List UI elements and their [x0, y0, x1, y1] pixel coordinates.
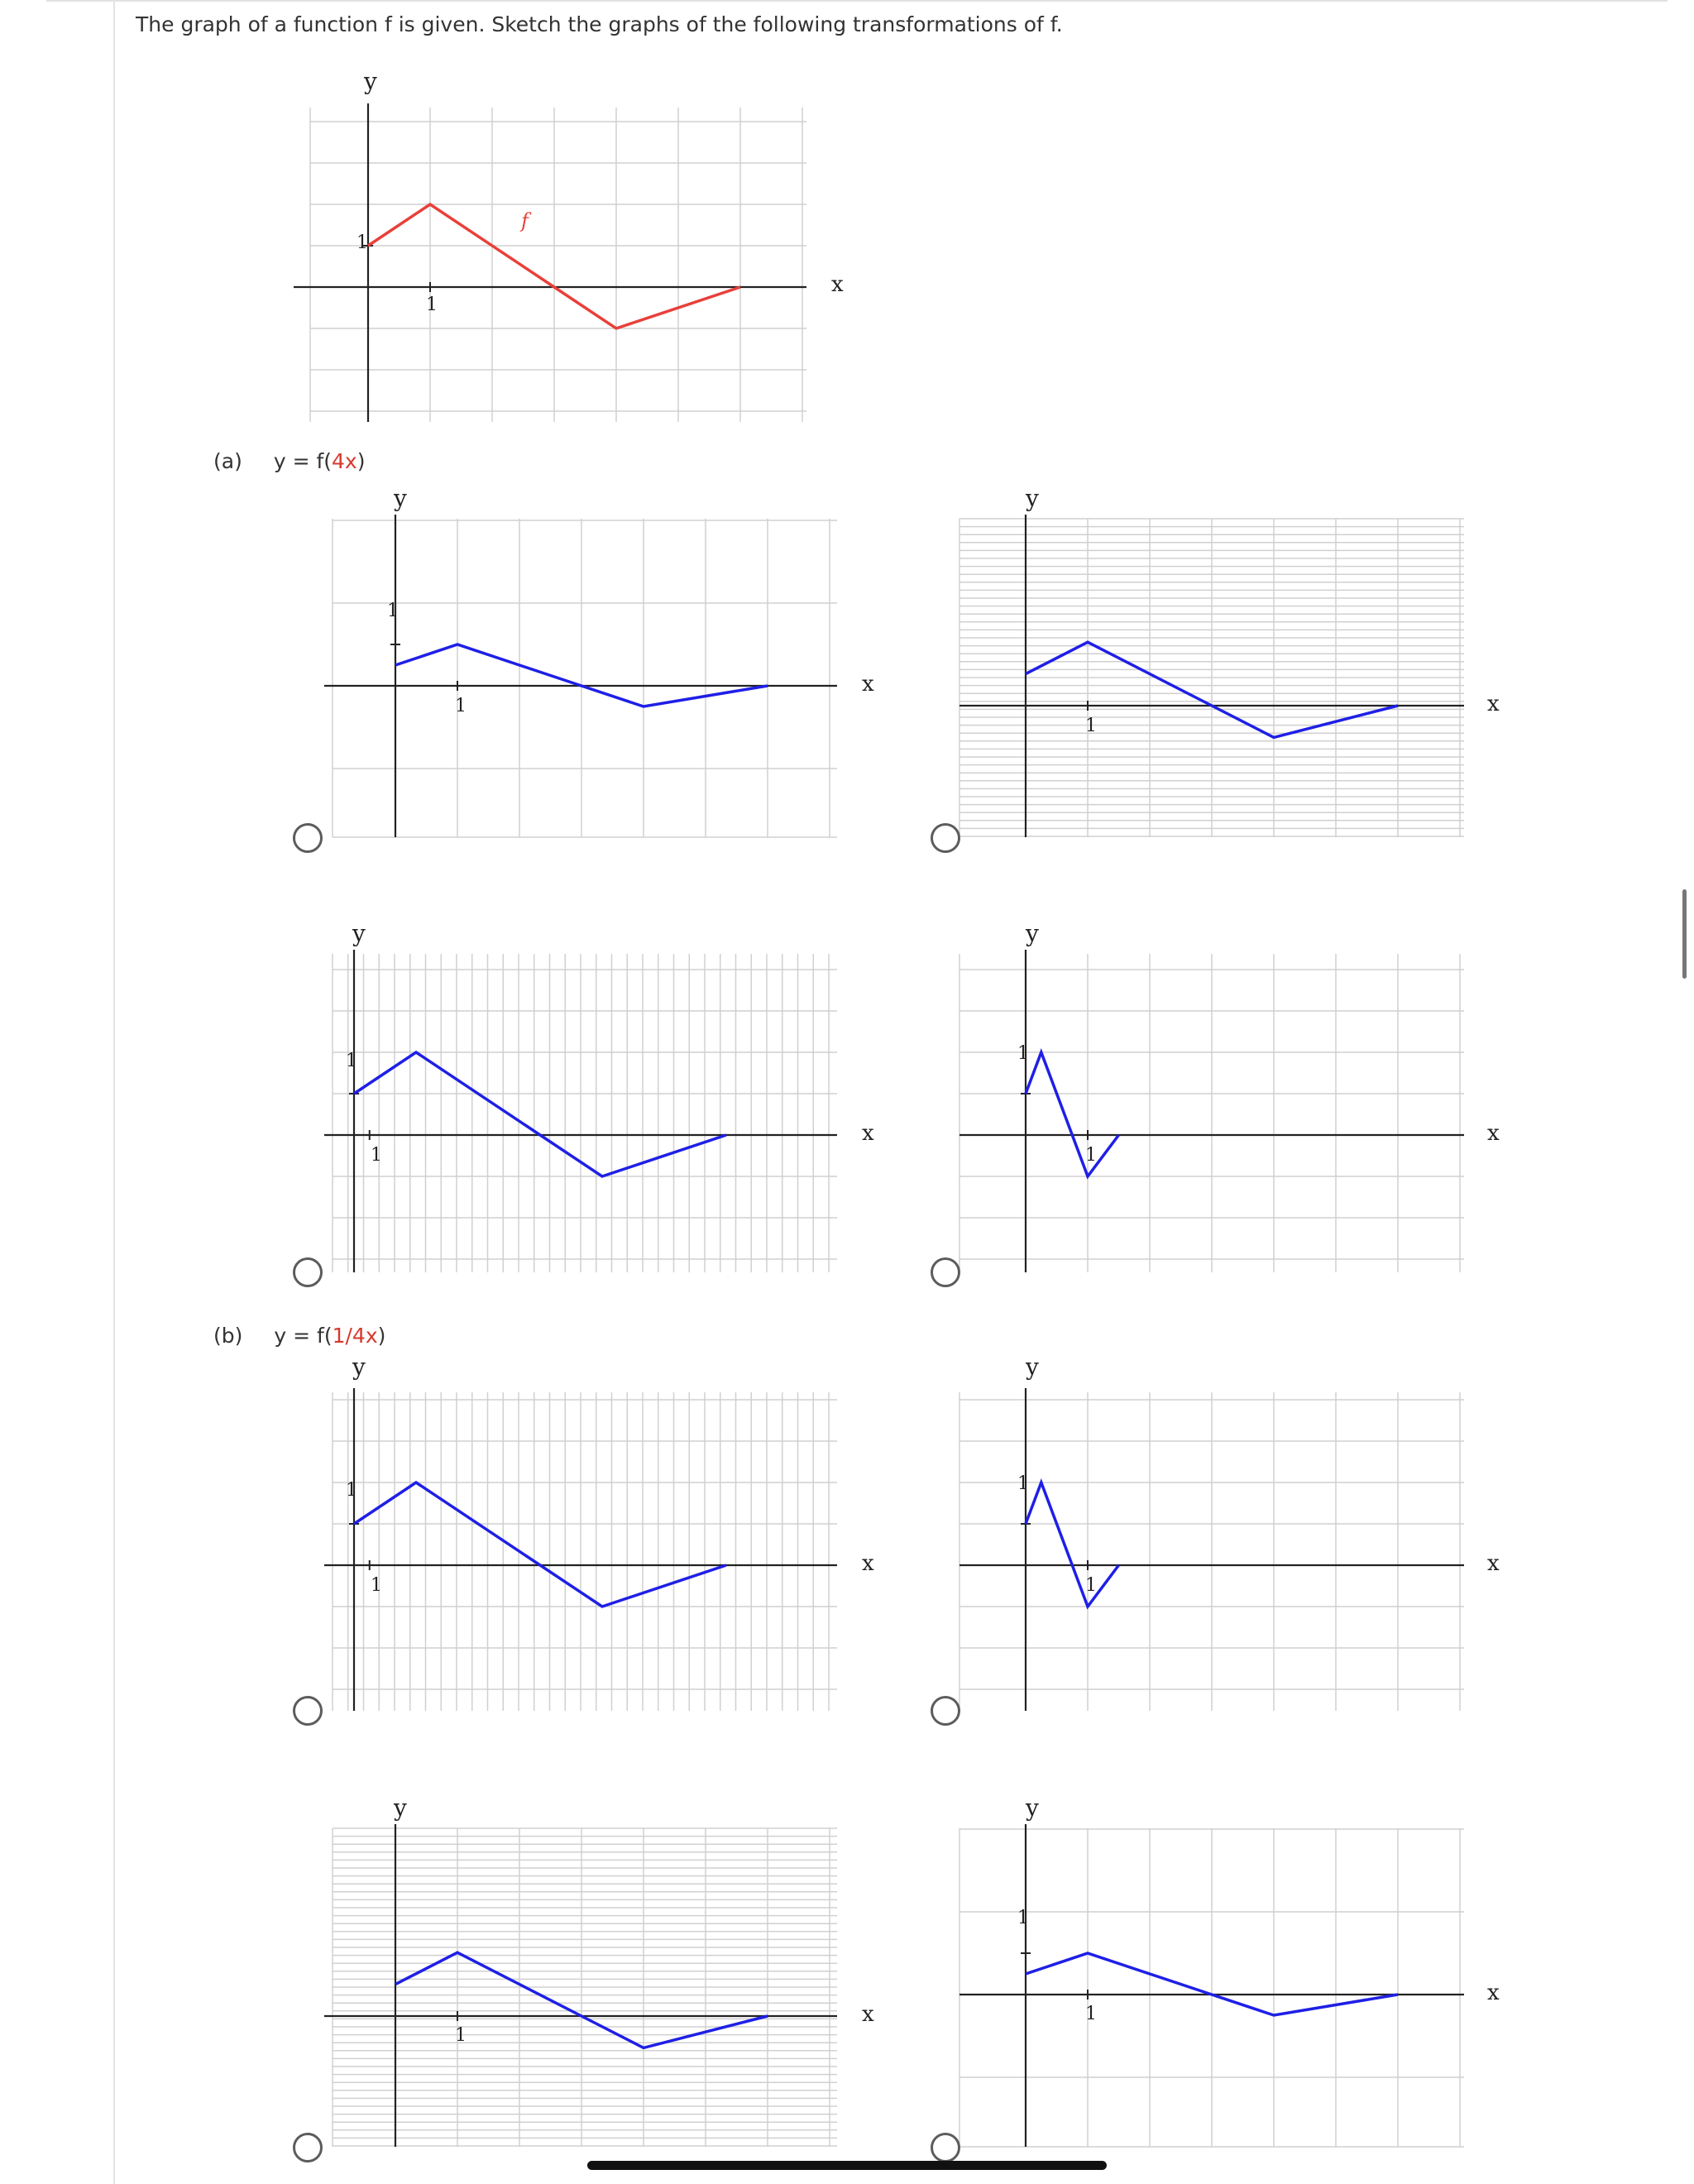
x-tick-label: 1	[1085, 2004, 1097, 2024]
top-divider	[46, 0, 1668, 2]
x-tick-label: 1	[371, 1575, 382, 1596]
graph-canvas	[324, 917, 874, 1297]
x-axis-label: x	[1487, 1980, 1500, 2005]
y-axis-label: y	[1026, 920, 1039, 947]
graph-canvas	[959, 481, 1500, 862]
y-tick-label: 1	[1017, 1908, 1029, 1928]
option-graph-b2	[959, 1353, 1500, 1736]
given-function-graph	[294, 58, 844, 430]
x-axis-label: x	[1487, 692, 1500, 716]
x-axis-label: x	[862, 2002, 874, 2027]
x-tick-label: 1	[1085, 1575, 1097, 1596]
y-tick-label: 1	[387, 601, 399, 621]
radio-option-b3[interactable]	[293, 2133, 323, 2162]
y-tick-label: 1	[357, 232, 368, 253]
series-name-label: f	[521, 209, 529, 232]
y-axis-label: y	[1026, 1794, 1039, 1822]
part-b-letter: (b)	[213, 1324, 243, 1348]
x-axis-label: x	[862, 1121, 874, 1146]
y-axis-label: y	[394, 485, 407, 512]
x-axis-label: x	[831, 272, 844, 297]
y-tick-label: 1	[346, 1480, 357, 1501]
y-axis-label: y	[352, 920, 366, 947]
part-a-letter: (a)	[213, 449, 242, 473]
x-tick-label: 1	[1085, 716, 1097, 736]
function-curve	[1026, 1052, 1119, 1176]
option-graph-a4	[959, 917, 1500, 1297]
x-tick-label: 1	[1085, 1145, 1097, 1166]
graph-canvas	[959, 1353, 1500, 1736]
graph-canvas	[294, 58, 844, 430]
graph-canvas	[324, 1353, 874, 1736]
question-prompt: The graph of a function f is given. Sketch the graphs of the following transformations of f.	[136, 12, 1063, 36]
x-tick-label: 1	[371, 1145, 382, 1166]
y-axis-label: y	[1026, 1353, 1039, 1381]
graph-canvas	[959, 1791, 1500, 2172]
x-tick-label: 1	[455, 2025, 467, 2046]
y-axis-label: y	[352, 1353, 366, 1381]
option-graph-b1	[324, 1353, 874, 1736]
x-axis-label: x	[862, 1551, 874, 1576]
graph-canvas	[324, 1791, 874, 2172]
x-axis-label: x	[1487, 1121, 1500, 1146]
option-graph-b4	[959, 1791, 1500, 2172]
y-tick-label: 1	[1017, 1473, 1029, 1494]
option-graph-a2	[959, 481, 1500, 862]
graph-canvas	[959, 917, 1500, 1297]
option-graph-a3	[324, 917, 874, 1297]
y-tick-label: 1	[346, 1051, 357, 1071]
y-tick-label: 1	[1017, 1043, 1029, 1064]
y-axis-label: y	[394, 1794, 407, 1822]
function-curve	[1026, 1482, 1119, 1607]
radio-option-a1[interactable]	[293, 823, 323, 853]
radio-option-b2[interactable]	[931, 1696, 960, 1726]
x-tick-label: 1	[455, 696, 467, 716]
radio-option-a3[interactable]	[293, 1257, 323, 1287]
part-b-equation: y = f(1/4x)	[274, 1324, 386, 1348]
x-axis-label: x	[1487, 1551, 1500, 1576]
option-graph-b3	[324, 1791, 874, 2172]
x-tick-label: 1	[426, 295, 438, 315]
part-b-label	[213, 1324, 385, 1348]
x-axis-label: x	[862, 672, 874, 697]
radio-option-b1[interactable]	[293, 1696, 323, 1726]
y-axis-label: y	[364, 68, 377, 95]
radio-option-a4[interactable]	[931, 1257, 960, 1287]
part-a-equation: y = f(4x)	[273, 449, 366, 473]
part-a-label	[213, 449, 366, 473]
radio-option-a2[interactable]	[931, 823, 960, 853]
graph-canvas	[324, 481, 874, 862]
home-indicator[interactable]	[587, 2161, 1107, 2170]
option-graph-a1	[324, 481, 874, 862]
scrollbar[interactable]	[1682, 889, 1687, 979]
y-axis-label: y	[1026, 485, 1039, 512]
left-divider	[113, 0, 115, 2184]
radio-option-b4[interactable]	[931, 2133, 960, 2162]
